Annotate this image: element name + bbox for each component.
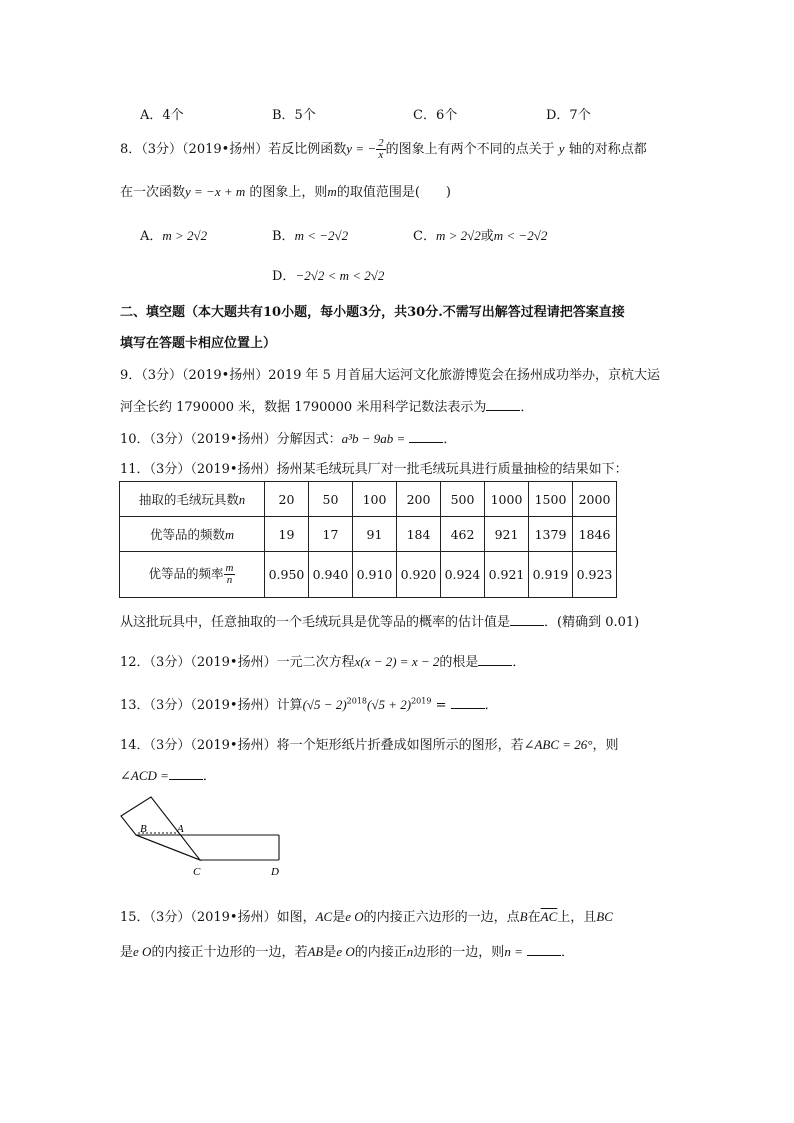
q8-line2: 在一次函数y = −x + m 的图象上，则m的取值范围是( ) xyxy=(120,184,451,200)
table-cell: 20 xyxy=(265,482,309,517)
table-cell: 0.923 xyxy=(573,552,617,598)
answer-blank xyxy=(527,943,561,956)
table-cell: 17 xyxy=(309,517,353,552)
table-cell: 1500 xyxy=(529,482,573,517)
table-cell: 2000 xyxy=(573,482,617,517)
table-cell: 50 xyxy=(309,482,353,517)
label-a: A xyxy=(177,823,184,835)
table-row-header: 优等品的频率 $\frac{m}{n}$ xyxy=(120,552,265,598)
answer-blank xyxy=(478,653,512,666)
answer-blank xyxy=(486,398,520,411)
q15-line2: 是e O的内接正十边形的一边，若AB是e O的内接正n边形的一边，则n = ． xyxy=(120,944,574,960)
q15-line1: 15．（3分）（2019•扬州）如图，AC是e O的内接正六边形的一边，点B在$\overline{AC}$上，且BC xyxy=(120,909,613,925)
q14-line2: ∠ACD = ． xyxy=(120,768,216,784)
table-cell: 0.919 xyxy=(529,552,573,598)
q7-option-c: C．6个 xyxy=(413,108,458,123)
q10: 10．（3分）（2019•扬州）分解因式：a³b − 9ab = ． xyxy=(120,431,457,447)
table-cell: 0.924 xyxy=(441,552,485,598)
label-d: D xyxy=(271,866,279,878)
q11-question: 从这批玩具中，任意抽取的一个毛绒玩具是优等品的概率的估计值是 ．(精确到 0.01) xyxy=(120,615,640,630)
table-cell: 91 xyxy=(353,517,397,552)
q14-line1: 14．（3分）（2019•扬州）将一个矩形纸片折叠成如图所示的图形，若∠ABC = 26°，则 xyxy=(120,737,619,753)
table-cell: 1846 xyxy=(573,517,617,552)
table-cell: 0.910 xyxy=(353,552,397,598)
q11-table-wrap xyxy=(119,481,617,598)
q13: 13．（3分）（2019•扬州）计算$(√5 - 2)^{2018}(√5 + 2)^{2019}$ = ． xyxy=(120,696,498,713)
answer-blank xyxy=(409,430,443,443)
table-row-header: 优等品的频数m xyxy=(120,517,265,552)
table-cell: 462 xyxy=(441,517,485,552)
table-cell: 0.940 xyxy=(309,552,353,598)
table-cell: 19 xyxy=(265,517,309,552)
q8-fraction: $\frac{2}{x}$ xyxy=(378,137,384,161)
q7-option-d: D．7个 xyxy=(546,108,591,123)
table-cell: 0.920 xyxy=(397,552,441,598)
table-row xyxy=(120,517,617,552)
label-b: B xyxy=(140,823,147,835)
table-cell: 500 xyxy=(441,482,485,517)
table-cell: 200 xyxy=(397,482,441,517)
answer-blank xyxy=(510,613,544,626)
table-cell: 100 xyxy=(353,482,397,517)
section-heading-line2: 填写在答题卡相应位置上） xyxy=(120,336,277,351)
q11-table xyxy=(119,481,617,598)
table-cell: 921 xyxy=(485,517,529,552)
q7-option-b: B．5个 xyxy=(272,108,316,123)
table-row xyxy=(120,482,617,517)
q8-option-d: D．−2√2 < m < 2√2 xyxy=(272,268,385,284)
q14-folded-rectangle-figure xyxy=(115,795,290,880)
label-c: C xyxy=(193,866,201,878)
table-cell: 0.950 xyxy=(265,552,309,598)
table-cell: 184 xyxy=(397,517,441,552)
table-cell: 1379 xyxy=(529,517,573,552)
q9-line1: 9．（3分）（2019•扬州）2019 年 5 月首届大运河文化旅游博览会在扬州成功举办，京杭大运 xyxy=(120,368,661,383)
table-row-header: 抽取的毛绒玩具数n xyxy=(120,482,265,517)
q9-line2: 河全长约 1790000 米，数据 1790000 米用科学记数法表示为 ． xyxy=(120,400,534,415)
table-row xyxy=(120,552,617,598)
q8-option-b: B．m < −2√2 xyxy=(272,228,349,244)
section-heading-line1: 二、填空题（本大题共有10小题，每小题3分，共30分.不需写出解答过程请把答案直接 xyxy=(120,305,625,320)
q12: 12．（3分）（2019•扬州）一元二次方程x(x − 2) = x − 2的根是 ． xyxy=(120,654,526,670)
q7-option-a: A．4个 xyxy=(140,108,184,123)
q8-line1: 8．（3分）（2019•扬州）若反比例函数y = − $\frac{2}{x}$ 的图象上有两个不同的点关于 y 轴的对称点都 xyxy=(120,137,647,161)
table-cell: 1000 xyxy=(485,482,529,517)
table-cell: 0.921 xyxy=(485,552,529,598)
q8-option-a: A．m > 2√2 xyxy=(140,228,208,244)
answer-blank xyxy=(169,767,203,780)
answer-blank xyxy=(451,696,485,709)
q8-option-c: C．m > 2√2或m < −2√2 xyxy=(413,228,548,244)
q11-text: 11．（3分）（2019•扬州）扬州某毛绒玩具厂对一批毛绒玩具进行质量抽检的结果如下： xyxy=(120,462,628,477)
